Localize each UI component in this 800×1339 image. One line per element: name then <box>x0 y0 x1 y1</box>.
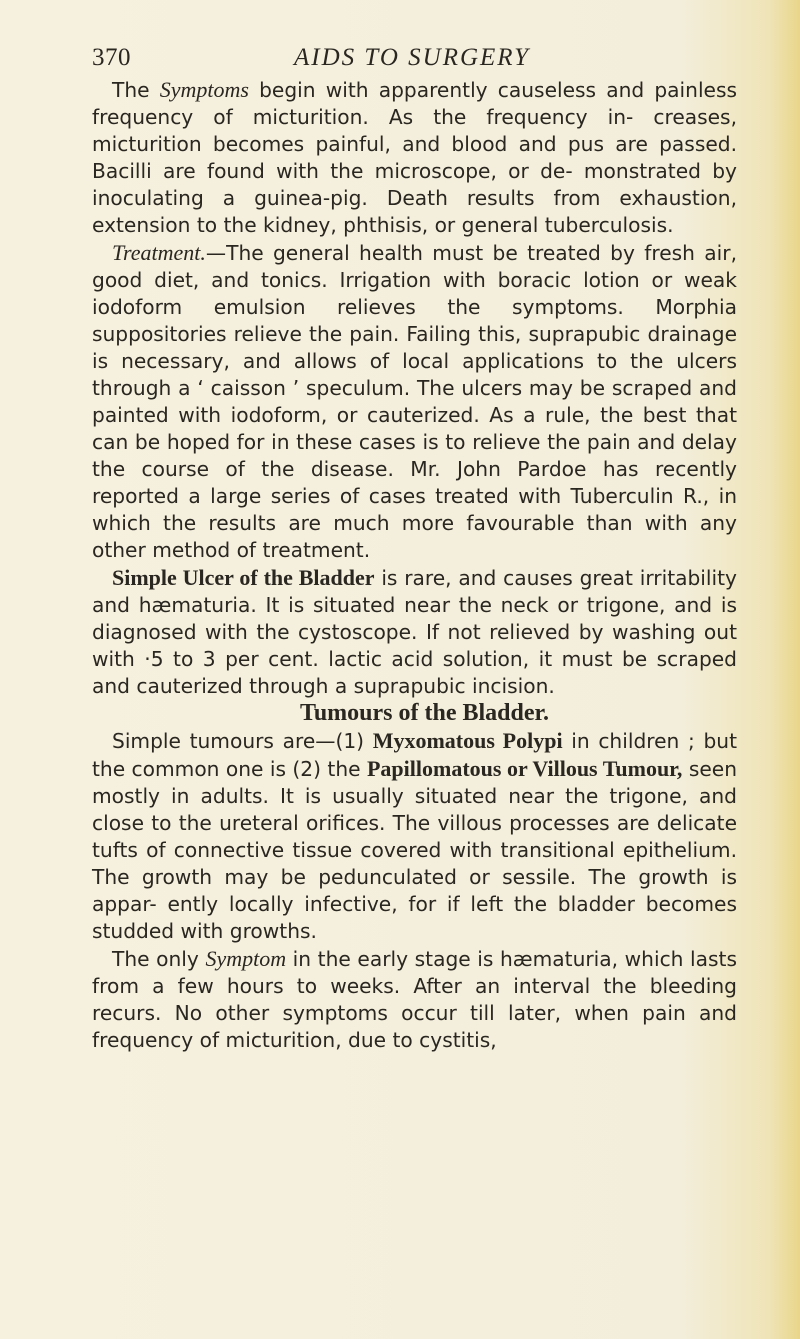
p2-text: —The general health must be treated by fresh air, good diet, and tonics. Irrigation with boracic lotion or weak iodoform emulsion relieves the symptoms. Morphia suppositories relieve the pain. Failing this, suprapubic drainage is necessary, and allows of local applications to the ulcers through a ‘ caisson ’ speculum. The ulcers may be scraped and painted with iodoform, or cauterized. As a rule, the best that can be hoped for in these cases is to relieve the pain and delay the course of the disease. Mr. John Pardoe has recently reported a large series of cases treated with Tuberculin R., in which the results are much more favourable than with any other method of treatment. <box>92 241 737 562</box>
paragraph-symptoms <box>92 76 737 239</box>
p1-text: begin with apparently causeless and painless frequency of micturition. As the frequency in- creases, micturition becomes painful, and blood and pus are passed. Bacilli are found with the microscope, or de- monstrated by inoculating a guinea-pig. Death results from exhaustion, extension to the kidney, phthisis, or general tuberculosis. <box>92 78 738 237</box>
running-title: AIDS TO SURGERY <box>293 44 531 71</box>
section-title: Tumours of the Bladder. <box>300 700 549 726</box>
page-number: 370 <box>92 44 131 71</box>
body-text <box>92 76 737 1054</box>
p4-mid: in children ; but the common one is (2) the <box>92 729 737 781</box>
p1-pre: The <box>112 78 160 102</box>
treatment-label: Treatment. <box>112 240 206 265</box>
paragraph-tumours <box>92 727 737 945</box>
symptom-label: Symptom <box>205 946 287 971</box>
symptoms-label: Symptoms <box>159 77 249 102</box>
paragraph-treatment <box>92 239 737 564</box>
p4-pre: Simple tumours are—(1) <box>112 729 373 753</box>
page-header <box>92 40 732 74</box>
myxomatous-term: Myxomatous Polypi <box>372 728 563 753</box>
p4-text: seen mostly in adults. It is usually situated near the trigone, and close to the ureteral orifices. The villous processes are delicate tufts of connective tissue covered with transitional epithelium. The growth may be pedunculated or sessile. The growth is appar- ently locally infective, for if left the bladder becomes studded with growths. <box>92 757 737 943</box>
papillomatous-term: Papillomatous or Villous Tumour, <box>366 756 683 781</box>
paragraph-simple-ulcer <box>92 564 737 700</box>
p5-pre: The only <box>112 947 206 971</box>
paragraph-symptom <box>92 945 737 1054</box>
p5-text: in the early stage is hæmaturia, which lasts from a few hours to weeks. After an interval the bleeding recurs. No other symptoms occur till later, when pain and frequency of micturition, due to cystitis, <box>92 947 737 1052</box>
p3-text: is rare, and causes great irritability and hæmaturia. It is situated near the neck or trigone, and is diagnosed with the cystoscope. If not relieved by washing out with ·5 to 3 per cent. lactic acid solution, it must be scraped and cauterized through a suprapubic incision. <box>92 566 737 698</box>
simple-ulcer-heading: Simple Ulcer of the Bladder <box>112 565 375 590</box>
